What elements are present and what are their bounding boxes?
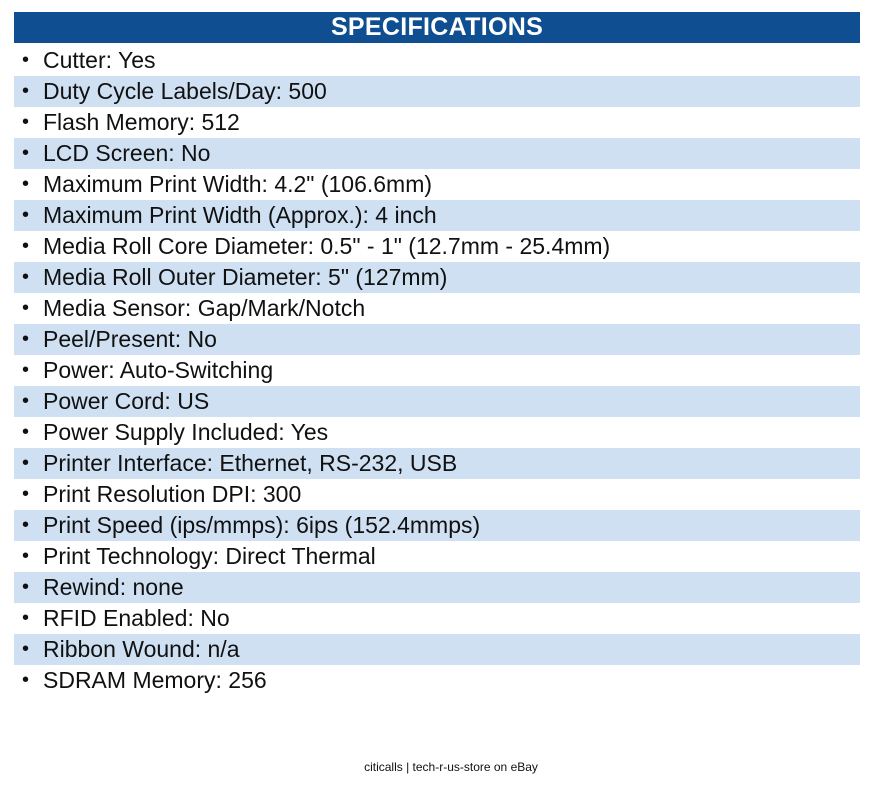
bullet-icon: • <box>22 607 30 629</box>
spec-text: Cutter: Yes <box>43 47 156 73</box>
spec-row <box>14 200 860 231</box>
bullet-icon: • <box>22 173 30 195</box>
spec-row <box>14 45 860 76</box>
bullet-icon: • <box>22 514 30 536</box>
bullet-icon: • <box>22 80 30 102</box>
bullet-icon: • <box>22 359 30 381</box>
spec-text: Print Speed (ips/mmps): 6ips (152.4mmps) <box>43 512 481 538</box>
spec-row <box>14 386 860 417</box>
bullet-icon: • <box>22 421 30 443</box>
spec-text: Maximum Print Width: 4.2" (106.6mm) <box>43 171 433 197</box>
spec-text: SDRAM Memory: 256 <box>43 667 267 693</box>
bullet-icon: • <box>22 266 30 288</box>
spec-text: Power Supply Included: Yes <box>43 419 329 445</box>
spec-text: Flash Memory: 512 <box>43 109 240 135</box>
spec-row <box>14 262 860 293</box>
bullet-icon: • <box>22 328 30 350</box>
bullet-icon: • <box>22 49 30 71</box>
spec-row <box>14 603 860 634</box>
bullet-icon: • <box>22 638 30 660</box>
spec-text: Printer Interface: Ethernet, RS-232, USB <box>43 450 458 476</box>
spec-text: Power: Auto-Switching <box>43 357 274 383</box>
bullet-icon: • <box>22 204 30 226</box>
spec-row <box>14 293 860 324</box>
bullet-icon: • <box>22 452 30 474</box>
spec-row <box>14 138 860 169</box>
spec-row <box>14 417 860 448</box>
spec-text: Rewind: none <box>43 574 184 600</box>
spec-text: Media Sensor: Gap/Mark/Notch <box>43 295 366 321</box>
spec-text: Maximum Print Width (Approx.): 4 inch <box>43 202 437 228</box>
spec-row <box>14 634 860 665</box>
spec-row <box>14 324 860 355</box>
bullet-icon: • <box>22 576 30 598</box>
bullet-icon: • <box>22 142 30 164</box>
spec-row <box>14 448 860 479</box>
spec-text: Media Roll Outer Diameter: 5" (127mm) <box>43 264 448 290</box>
bullet-icon: • <box>22 483 30 505</box>
spec-row <box>14 479 860 510</box>
specifications-header: SPECIFICATIONS <box>14 12 860 43</box>
spec-row <box>14 107 860 138</box>
bullet-icon: • <box>22 297 30 319</box>
bullet-icon: • <box>22 390 30 412</box>
spec-text: Print Technology: Direct Thermal <box>43 543 376 569</box>
spec-row <box>14 665 860 696</box>
spec-text: Peel/Present: No <box>43 326 217 352</box>
spec-row <box>14 572 860 603</box>
spec-row <box>14 231 860 262</box>
spec-text: Duty Cycle Labels/Day: 500 <box>43 78 327 104</box>
specifications-list <box>14 45 860 696</box>
spec-text: RFID Enabled: No <box>43 605 230 631</box>
spec-text: Media Roll Core Diameter: 0.5" - 1" (12.7mm - 25.4mm) <box>43 233 611 259</box>
spec-row <box>14 541 860 572</box>
spec-row <box>14 169 860 200</box>
bullet-icon: • <box>22 111 30 133</box>
bullet-icon: • <box>22 235 30 257</box>
spec-row <box>14 510 860 541</box>
spec-text: Print Resolution DPI: 300 <box>43 481 302 507</box>
spec-row <box>14 355 860 386</box>
bullet-icon: • <box>22 669 30 691</box>
spec-text: Power Cord: US <box>43 388 210 414</box>
bullet-icon: • <box>22 545 30 567</box>
spec-row <box>14 76 860 107</box>
spec-text: Ribbon Wound: n/a <box>43 636 240 662</box>
spec-text: LCD Screen: No <box>43 140 211 166</box>
footer-credit: citicalls | tech-r-us-store on eBay <box>364 760 538 774</box>
